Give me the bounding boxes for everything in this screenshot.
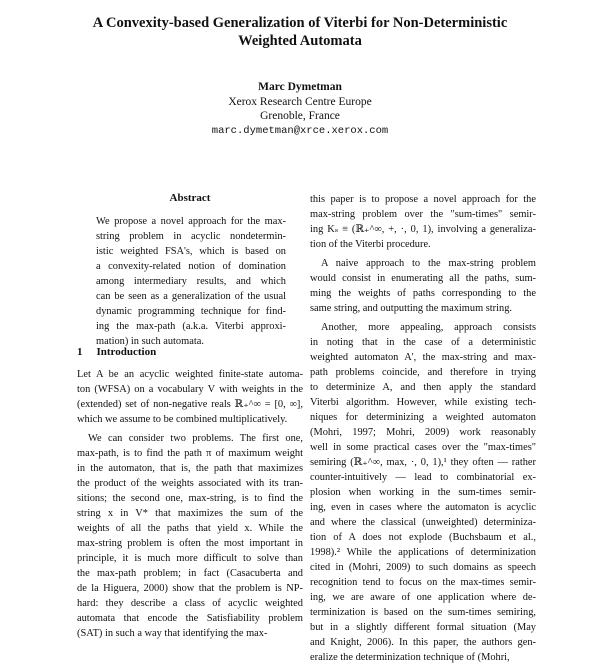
text-line: counter-intuitively — lead to combinatorial ex- <box>310 472 536 483</box>
author-email: marc.dymetman@xrce.xerox.com <box>211 124 389 137</box>
text-line: We can consider two problems. The first one, <box>88 433 303 444</box>
text-line: (SAT) in such a way that identifying the max- <box>77 628 268 639</box>
text-line: mation) in such automata. <box>96 336 204 347</box>
text-line: recognition tend to focus on the max-times semir- <box>310 577 536 588</box>
text-line: weighted automaton A', the max-string and max- <box>310 352 536 363</box>
intro-paragraph-2 <box>77 431 303 641</box>
title-line-2: Weighted Automata <box>238 33 362 49</box>
text-line: string problem in acyclic nondetermin- <box>96 231 286 242</box>
text-line: ton (WFSA) on a vocabulary V with weights in the <box>77 384 303 395</box>
text-line: hard: they describe a class of acyclic weighted <box>77 598 303 609</box>
text-line: max-string problem is often the most important in <box>77 538 303 549</box>
section-title: Introduction <box>96 346 157 358</box>
intro-column <box>77 367 303 645</box>
title-line-1: A Convexity-based Generalization of Viterbi for Non-Deterministic <box>92 15 508 31</box>
text-line: weights of all the paths that yield x. While the <box>77 523 303 534</box>
abstract-heading: Abstract <box>169 192 211 204</box>
text-line: semiring (ℝ₊^∞, max, ·, 0, 1),¹ they often — rather <box>310 457 536 468</box>
text-line: A naive approach to the max-string problem <box>321 258 536 269</box>
text-line: this paper is to propose a novel approach for the <box>310 194 536 205</box>
right-paragraph-1 <box>310 192 536 252</box>
text-line: but in a slightly different formal situation (May <box>310 622 536 633</box>
text-line: dynamic programming technique for find- <box>96 306 286 317</box>
author-name: Marc Dymetman <box>258 81 342 93</box>
text-line: well in some practical cases over the "max-times" <box>310 442 536 453</box>
text-line: niques for determinizing a weighted automaton <box>310 412 536 423</box>
right-paragraph-2 <box>310 256 536 316</box>
text-line: eralize the determinization technique of (Mohri, <box>310 652 510 663</box>
text-line: and Knight, 2006). In this paper, the authors gen- <box>310 637 536 648</box>
text-line: and where the classical (unweighted) determiniza- <box>310 517 536 528</box>
text-line: automata that encode the Satisfiability problem <box>77 613 303 624</box>
text-line: ing, we are aware of one application where de- <box>310 592 536 603</box>
section-heading <box>77 346 156 358</box>
text-line: ing the max-path (a.k.a. Viterbi approxi- <box>96 321 286 332</box>
paper-title <box>40 14 560 50</box>
text-line: a convexity-related notion of domination <box>96 261 286 272</box>
text-line: among intermediary results, and which <box>96 276 286 287</box>
right-paragraph-3 <box>310 320 536 665</box>
text-line: max-path, is to find the path π of maximum weight <box>77 448 303 459</box>
text-line: in the automaton, that is, the path that maximizes <box>77 463 303 474</box>
abstract-body <box>96 214 286 349</box>
text-line: plosion when working in the sum-times semir- <box>310 487 536 498</box>
text-line: Let A be an acyclic weighted finite-state automa- <box>77 369 303 380</box>
text-line: max-string problem over the "sum-times" semir- <box>310 209 536 220</box>
text-line: cited in (Mohri, 2009) to such domains as speech <box>310 562 536 573</box>
text-line: the max-path problem; in fact (Casacuberta and <box>77 568 303 579</box>
right-column <box>310 192 536 669</box>
text-line: We propose a novel approach for the max- <box>96 216 286 227</box>
text-line: ing, even in cases where the automaton is acyclic <box>310 502 536 513</box>
text-line: the product of the weights associated with its tran- <box>77 478 303 489</box>
text-line: tion of the Viterbi procedure. <box>310 239 431 250</box>
text-line: tion of A does not explode (Buchsbaum et al., <box>310 532 536 543</box>
text-line: which we assume to be combined multiplicatively. <box>77 414 288 425</box>
author-location: Grenoble, France <box>260 110 340 122</box>
text-line: to determinize A, and then apply the standard <box>310 382 536 393</box>
text-line: can be seen as a generalization of the usual <box>96 291 286 302</box>
author-block <box>0 80 600 138</box>
text-line: (Mohri, 1997; Mohri, 2009) work reasonably <box>310 427 536 438</box>
intro-paragraph-1 <box>77 367 303 427</box>
text-line: ing Kₛ ≡ (ℝ₊^∞, +, ·, 0, 1), involving a generaliza- <box>310 224 536 235</box>
text-line: path problems coincide, and therefore in trying <box>310 367 536 378</box>
text-line: ming the weights of paths corresponding to the <box>310 288 536 299</box>
section-number: 1 <box>77 346 83 358</box>
text-line: Another, more appealing, approach consists <box>321 322 536 333</box>
text-line: de la Higuera, 2000) show that the problem is NP- <box>77 583 303 594</box>
text-line: 1998).² While the applications of determinization <box>310 547 536 558</box>
text-line: Viterbi algorithm. However, while existing tech- <box>310 397 536 408</box>
text-line: string x in V* that maximizes the sum of the <box>77 508 303 519</box>
text-line: would consist in enumerating all the paths, sum- <box>310 273 536 284</box>
text-line: (extended) set of non-negative reals ℝ₊^∞ = [0, ∞], <box>77 399 303 410</box>
author-affiliation: Xerox Research Centre Europe <box>228 95 372 108</box>
text-line: terminization is based on the sum-times semiring, <box>310 607 536 618</box>
text-line: principle, it is much more difficult to solve than <box>77 553 303 564</box>
text-line: istic weighted FSA's, which is based on <box>96 246 286 257</box>
text-line: sitions; the second one, max-string, is to find the <box>77 493 303 504</box>
text-line: same string, and outputting the maximum string. <box>310 303 513 314</box>
text-line: in noting that in the case of a deterministic <box>310 337 536 348</box>
